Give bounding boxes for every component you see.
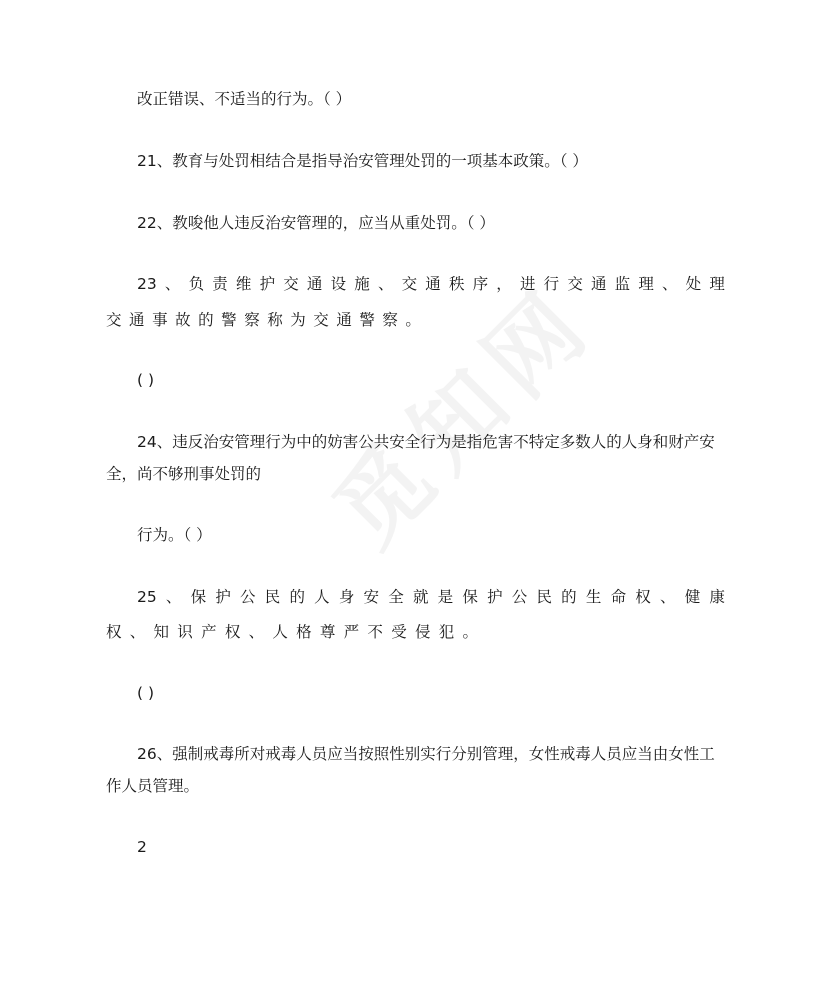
question-25-line-2 [106, 622, 478, 642]
char: 责 [212, 275, 228, 293]
char: 秩 [448, 275, 465, 293]
char: 护 [487, 588, 503, 606]
char: 民 [536, 588, 552, 606]
char: 负 [188, 275, 205, 293]
char: 护 [259, 275, 276, 293]
char: 全 [388, 588, 404, 606]
char: 察 [382, 311, 398, 329]
char: 理 [709, 275, 725, 293]
char: 警 [221, 311, 237, 329]
char: 警 [359, 311, 375, 329]
char: 尊 [319, 623, 336, 641]
char: 是 [437, 588, 454, 606]
char: 知 [153, 623, 170, 641]
char: 权 [106, 623, 122, 641]
char: 。 [462, 623, 478, 641]
char: ， [496, 275, 512, 293]
char: 通 [129, 311, 145, 329]
char: 的 [198, 311, 214, 329]
char: 施 [354, 275, 370, 293]
char: 称 [267, 311, 283, 329]
question-25-parens: ( ) [137, 684, 155, 702]
question-26-line-1: 26、强制戒毒所对戒毒人员应当按照性别实行分别管理，女性戒毒人员应当由女性工 [137, 745, 715, 763]
char: 察 [244, 311, 260, 329]
question-24-line-2: 全，尚不够刑事处罚的 [106, 465, 262, 483]
question-24-line-3: 行为。（ ） [137, 526, 212, 544]
char: 安 [363, 588, 380, 606]
char: 产 [201, 623, 217, 641]
char: 、 [164, 275, 181, 293]
question-26-line-2: 作人员管理。 [106, 777, 200, 795]
char: 命 [610, 588, 627, 606]
char: 公 [240, 588, 256, 606]
char: 民 [264, 588, 281, 606]
char: 交 [567, 275, 583, 293]
char: 就 [412, 588, 429, 606]
char: 的 [289, 588, 305, 606]
char: 为 [290, 311, 306, 329]
char: 的 [561, 588, 577, 606]
char: 健 [684, 588, 701, 606]
char: 识 [177, 623, 193, 641]
question-24-line-1: 24、违反治安管理行为中的妨害公共安全行为是指危害不特定多数人的人身和财产安 [137, 433, 715, 451]
char: 23 [137, 275, 157, 293]
char: 处 [685, 275, 702, 293]
question-21: 21、教育与处罚相结合是指导治安管理处罚的一项基本政策。（ ） [137, 152, 588, 170]
question-25-line-1 [137, 587, 725, 607]
char: 、 [165, 588, 182, 606]
char: 设 [330, 275, 347, 293]
char: 序 [472, 275, 489, 293]
watermark [300, 252, 618, 570]
char: 保 [190, 588, 207, 606]
char: 康 [709, 588, 725, 606]
char: 、 [248, 623, 265, 641]
char: 交 [313, 311, 329, 329]
char: 、 [377, 275, 394, 293]
char: 交 [106, 311, 122, 329]
char: 通 [336, 311, 352, 329]
question-23-line-2 [106, 310, 421, 330]
char: 监 [614, 275, 631, 293]
char: 保 [462, 588, 478, 606]
char: 严 [343, 623, 360, 641]
char: 通 [306, 275, 323, 293]
char: 权 [224, 623, 241, 641]
char: 交 [401, 275, 418, 293]
question-22: 22、教唆他人违反治安管理的，应当从重处罚。（ ） [137, 214, 495, 232]
char: 。 [405, 311, 421, 329]
char: 、 [662, 275, 678, 293]
char: 、 [659, 588, 676, 606]
char: 通 [590, 275, 607, 293]
char: 公 [511, 588, 528, 606]
char: 受 [391, 623, 407, 641]
char: 行 [543, 275, 560, 293]
char: 格 [296, 623, 312, 641]
char: 故 [175, 311, 191, 329]
char: 生 [585, 588, 602, 606]
question-20-tail: 改正错误、不适当的行为。（ ） [137, 90, 352, 108]
char: 犯 [438, 623, 455, 641]
char: 人 [272, 623, 288, 641]
char: 事 [152, 311, 168, 329]
char: 、 [129, 623, 146, 641]
char: 维 [235, 275, 252, 293]
question-23-line-1 [137, 274, 725, 294]
char: 权 [635, 588, 651, 606]
char: 理 [638, 275, 654, 293]
char: 通 [425, 275, 441, 293]
char: 不 [367, 623, 383, 641]
question-23-parens: ( ) [137, 371, 155, 389]
char: 交 [283, 275, 299, 293]
char: 护 [215, 588, 231, 606]
char: 身 [338, 588, 355, 606]
char: 人 [314, 588, 330, 606]
page-number: 2 [137, 838, 147, 856]
char: 进 [519, 275, 536, 293]
char: 侵 [414, 623, 431, 641]
char: 25 [137, 588, 157, 606]
